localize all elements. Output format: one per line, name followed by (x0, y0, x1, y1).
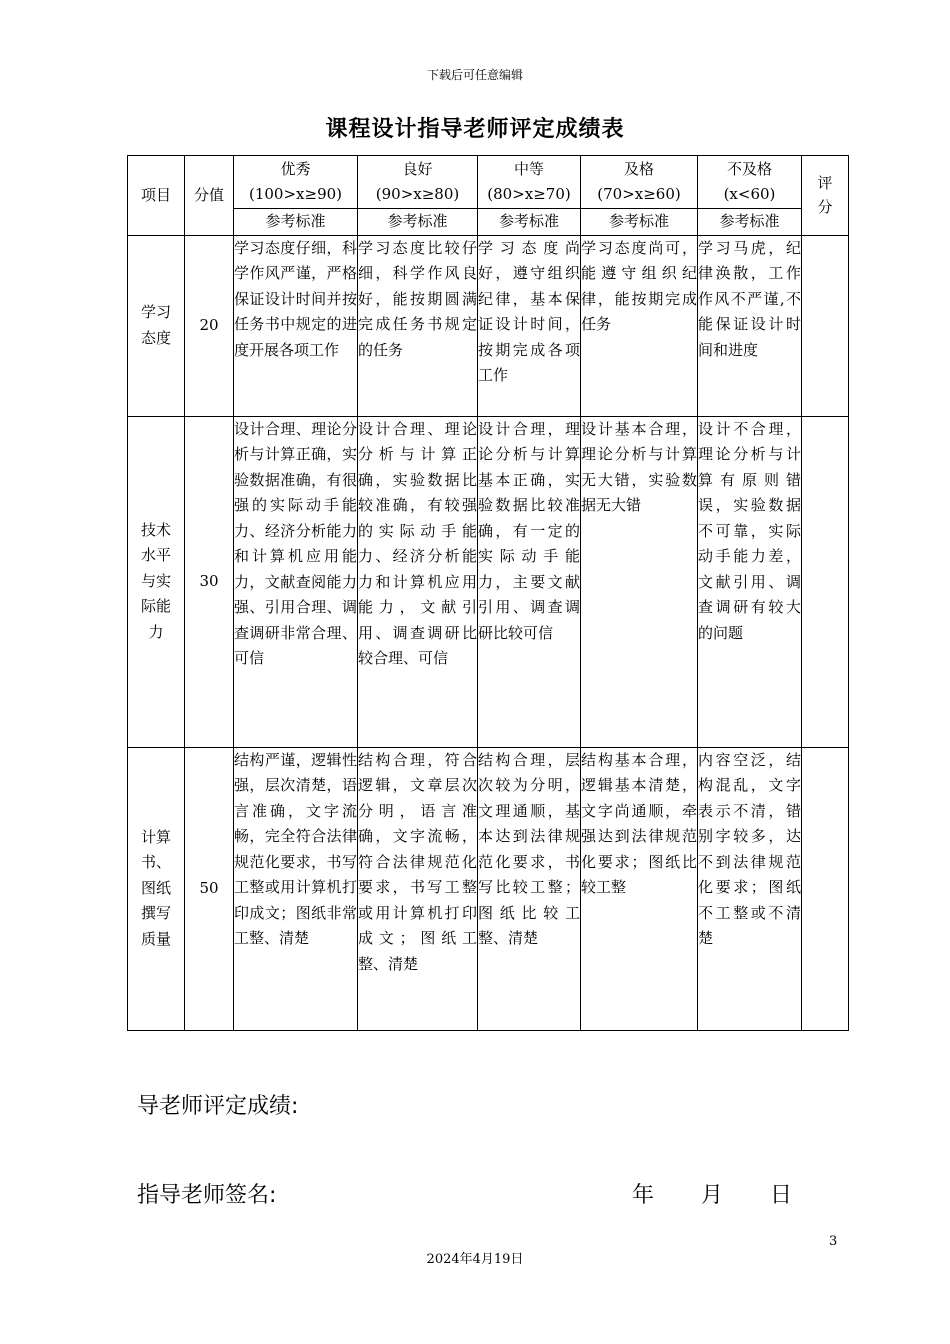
criteria-cell: 学习态度仔细，科学作风严谨，严格保证设计时间并按任务书中规定的进度开展各项工作 (234, 235, 358, 416)
page-number: 3 (829, 1234, 838, 1249)
criteria-cell: 学习态度尚好，遵守组织纪律，基本保证设计时间，按期完成各项工作 (478, 235, 581, 416)
table-row (128, 747, 849, 1030)
row-score: 50 (185, 747, 234, 1030)
grade-range: (x<60) (723, 185, 776, 203)
criteria-cell: 学习马虎，纪律涣散，工作作风不严谨,不能保证设计时间和进度 (698, 235, 802, 416)
advisor-signature-label: 指导老师签名: (137, 1183, 277, 1208)
grading-table (127, 155, 849, 1031)
header-reference-standard: 参考标准 (478, 209, 581, 236)
footer-date: 2024年4月19日 (426, 1252, 524, 1267)
criteria-cell: 结构合理，符合逻辑，文章层次分明，语言准确，文字流畅，符合法律规范化要求，书写工整或用计算机打印成文；图纸工整、清楚 (358, 747, 478, 1030)
header-reference-standard: 参考标准 (698, 209, 802, 236)
grade-range: (70>x≥60) (597, 185, 681, 203)
criteria-cell: 设计不合理，理论分析与计算有原则错误，实验数据不可靠，实际动手能力差，文献引用、调查调研有较大的问题 (698, 416, 802, 747)
row-item: 计算书、图纸撰写质量 (128, 747, 185, 1030)
grade-range: (90>x≥80) (375, 185, 460, 203)
row-item: 学习态度 (128, 235, 185, 416)
criteria-cell: 设计合理、理论分析与计算正确，实验数据准确，有很强的实际动手能力、经济分析能力和计算机应用能力，文献查阅能力强、引用合理、调查调研非常合理、可信 (234, 416, 358, 747)
header-rating: 评分 (802, 156, 849, 236)
header-note: 下载后可任意编辑 (426, 68, 523, 82)
year-label: 年 (632, 1183, 655, 1208)
grade-name: 良好 (402, 160, 433, 178)
criteria-cell: 结构基本合理，逻辑基本清楚，文字尚通顺，牵强达到法律规范化要求；图纸比较工整 (581, 747, 698, 1030)
criteria-cell: 学习态度比较仔细，科学作风良好，能按期圆满完成任务书规定的任务 (358, 235, 478, 416)
rating-cell[interactable] (802, 235, 849, 416)
row-item: 技术水平与实际能力 (128, 416, 185, 747)
criteria-cell: 设计合理，理论分析与计算基本正确，实验数据比较准确，有一定的实际动手能力，主要文献引用、调查调研比较可信 (478, 416, 581, 747)
table-row (128, 235, 849, 416)
signature-date (632, 1178, 792, 1209)
page-title: 课程设计指导老师评定成绩表 (325, 117, 625, 142)
grade-range: (100>x≥90) (248, 185, 343, 203)
header-grade-good (358, 156, 478, 209)
table-row (128, 416, 849, 747)
header-reference-standard: 参考标准 (581, 209, 698, 236)
day-label: 日 (770, 1183, 793, 1208)
header-item: 项目 (128, 156, 185, 236)
grade-name: 中等 (513, 160, 544, 178)
header-reference-standard: 参考标准 (234, 209, 358, 236)
criteria-cell: 结构严谨，逻辑性强，层次清楚，语言准确，文字流畅，完全符合法律规范化要求，书写工整或用计算机打印成文；图纸非常工整、清楚 (234, 747, 358, 1030)
grade-range: (80>x≥70) (487, 185, 571, 203)
criteria-cell: 设计基本合理，理论分析与计算无大错，实验数据无大错 (581, 416, 698, 747)
header-grade-medium (478, 156, 581, 209)
row-score: 30 (185, 416, 234, 747)
criteria-cell: 结构合理，层次较为分明，文理通顺，基本达到法律规范化要求，书写比较工整；图纸比较工整、清楚 (478, 747, 581, 1030)
criteria-cell: 学习态度尚可，能遵守组织纪律，能按期完成任务 (581, 235, 698, 416)
header-reference-standard: 参考标准 (358, 209, 478, 236)
header-grade-excellent (234, 156, 358, 209)
criteria-cell: 设计合理、理论分析与计算正确，实验数据比较准确，有较强的实际动手能力、经济分析能力和计算机应用能力，文献引用、调查调研比较合理、可信 (358, 416, 478, 747)
grade-name: 不及格 (726, 160, 772, 178)
header-grade-pass (581, 156, 698, 209)
advisor-grade-label: 导老师评定成绩: (137, 1094, 299, 1119)
grade-name: 优秀 (280, 160, 311, 178)
row-score: 20 (185, 235, 234, 416)
header-score: 分值 (185, 156, 234, 236)
rating-cell[interactable] (802, 416, 849, 747)
rating-cell[interactable] (802, 747, 849, 1030)
header-grade-fail (698, 156, 802, 209)
criteria-cell: 内容空泛，结构混乱，文字表示不清，错别字较多，达不到法律规范化要求；图纸不工整或不清楚 (698, 747, 802, 1030)
month-label: 月 (701, 1183, 724, 1208)
grade-name: 及格 (623, 160, 654, 178)
